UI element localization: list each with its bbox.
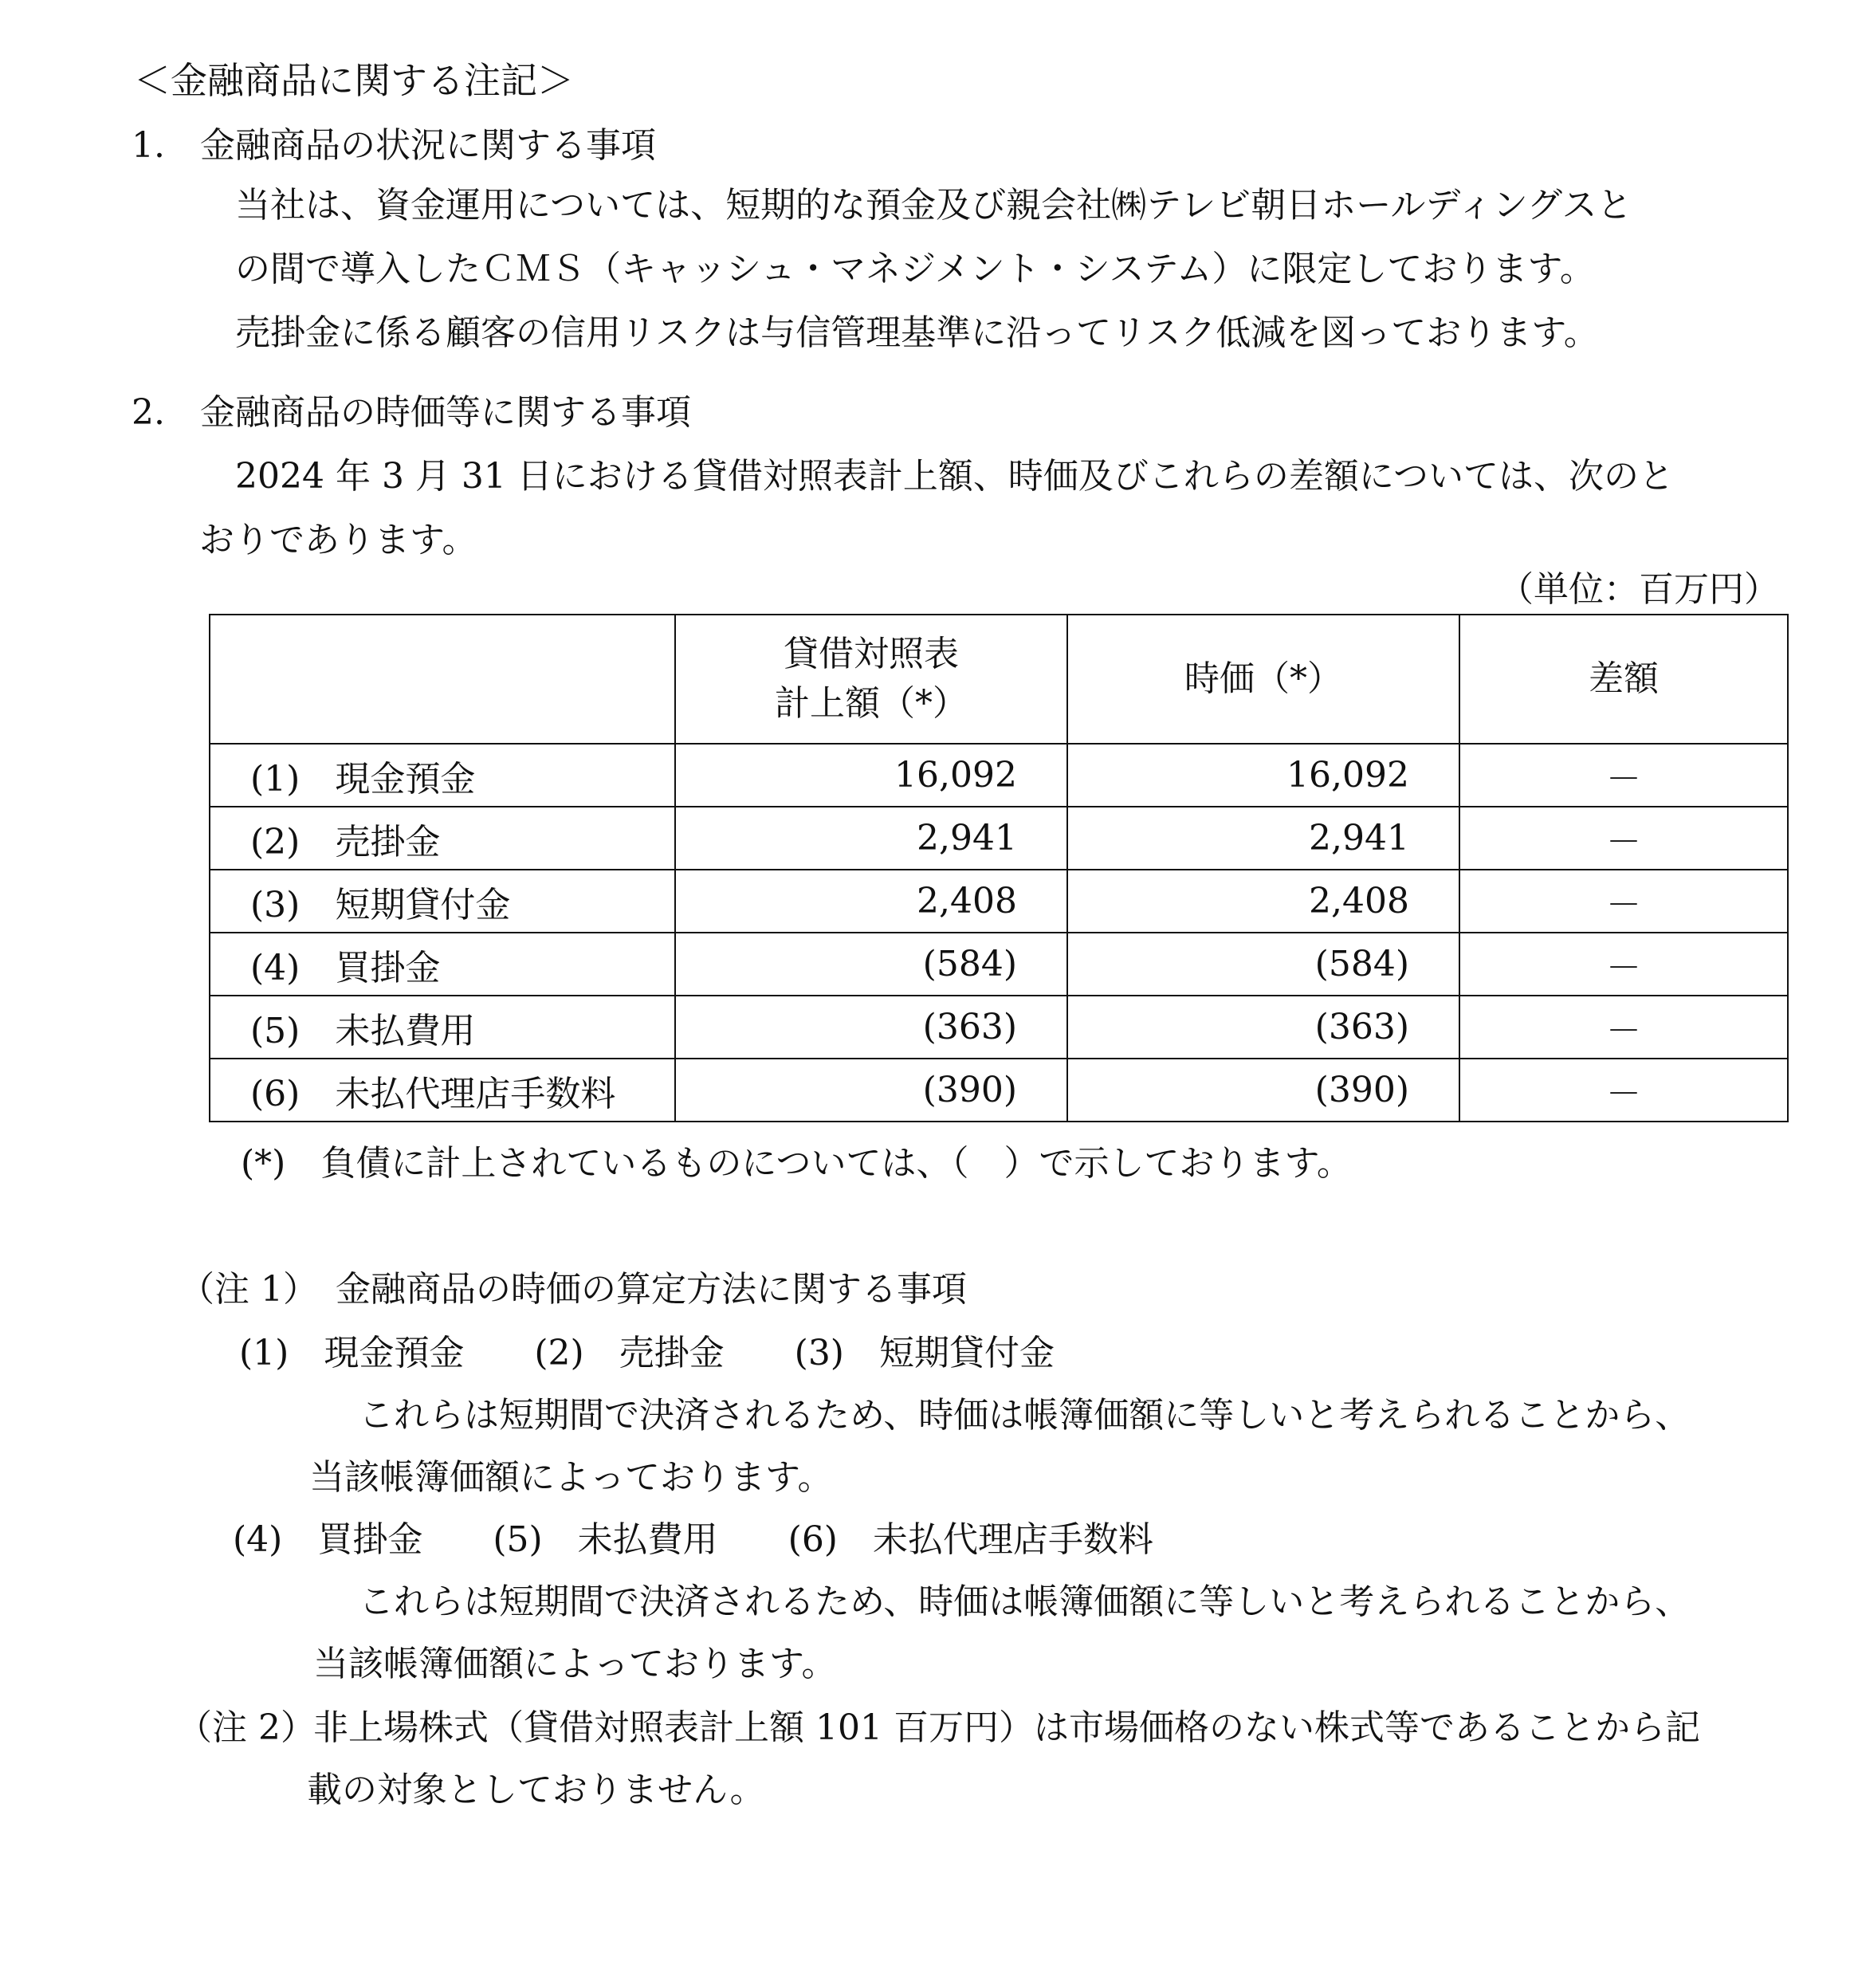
- row-name: (6) 未払代理店手数料: [210, 1059, 675, 1122]
- row-book-value: 2,408: [675, 870, 1067, 933]
- note1-group2-items: (4) 買掛金 (5) 未払費用 (6) 未払代理店手数料: [233, 1519, 1153, 1560]
- table-row: [210, 996, 1788, 1059]
- note1-heading: （注 1） 金融商品の時価の算定方法に関する事項: [179, 1269, 967, 1310]
- table-row: [210, 1059, 1788, 1122]
- row-difference: －: [1459, 744, 1788, 807]
- row-fair-value: 2,941: [1067, 807, 1459, 870]
- row-fair-value: 16,092: [1067, 744, 1459, 807]
- table-row: [210, 870, 1788, 933]
- section2-heading: 2. 金融商品の時価等に関する事項: [132, 392, 691, 433]
- row-book-value: 2,941: [675, 807, 1067, 870]
- table-row: [210, 807, 1788, 870]
- header-difference: 差額: [1459, 615, 1788, 744]
- section1-line-2: の間で導入したＣＭＳ（キャッシュ・マネジメント・システム）に限定しております。: [235, 249, 1595, 289]
- row-book-value: 16,092: [675, 744, 1067, 807]
- note2-label: （注 2）: [177, 1707, 316, 1748]
- section2-line-1: 2024 年 3 月 31 日における貸借対照表計上額、時価及びこれらの差額については、次のと: [235, 456, 1675, 497]
- section1-line-3: 売掛金に係る顧客の信用リスクは与信管理基準に沿ってリスク低減を図っております。: [235, 312, 1599, 353]
- row-difference: －: [1459, 870, 1788, 933]
- row-difference: －: [1459, 1059, 1788, 1122]
- note1-group1-line-1: これらは短期間で決済されるため、時価は帳簿価額に等しいと考えられることから、: [359, 1395, 1691, 1436]
- header-book-value-line2: 計上額（*）: [775, 683, 968, 724]
- row-name: (3) 短期貸付金: [210, 870, 675, 933]
- section1-heading: 1. 金融商品の状況に関する事項: [132, 125, 656, 166]
- row-book-value: (363): [675, 996, 1067, 1059]
- row-fair-value: (390): [1067, 1059, 1459, 1122]
- table-row: [210, 933, 1788, 996]
- section2-line-2: おりであります。: [199, 520, 477, 560]
- financial-table: [209, 614, 1789, 1122]
- row-fair-value: (363): [1067, 996, 1459, 1059]
- note2-line-2: 載の対象としておりません。: [307, 1770, 765, 1810]
- row-name: (4) 買掛金: [210, 933, 675, 996]
- table-footnote: (*) 負債に計上されているものについては、（ ）で示しております。: [241, 1143, 1352, 1184]
- row-difference: －: [1459, 996, 1788, 1059]
- row-book-value: (584): [675, 933, 1067, 996]
- page-title: ＜金融商品に関する注記＞: [134, 59, 574, 102]
- header-book-value-line1: 貸借対照表: [784, 634, 959, 674]
- header-book-value: [675, 615, 1067, 744]
- note1-group2-line-1: これらは短期間で決済されるため、時価は帳簿価額に等しいと考えられることから、: [359, 1581, 1691, 1622]
- table-header-row: [210, 615, 1788, 744]
- table-row: [210, 744, 1788, 807]
- row-difference: －: [1459, 933, 1788, 996]
- row-name: (1) 現金預金: [210, 744, 675, 807]
- note1-group2-line-2: 当該帳簿価額によっております。: [313, 1644, 837, 1684]
- note2-line-1: 非上場株式（貸借対照表計上額 101 百万円）は市場価格のない株式等であることから記: [313, 1707, 1700, 1748]
- row-difference: －: [1459, 807, 1788, 870]
- unit-label: （単位：百万円）: [1499, 569, 1779, 610]
- header-fair-value: 時価（*）: [1067, 615, 1459, 744]
- row-fair-value: 2,408: [1067, 870, 1459, 933]
- row-fair-value: (584): [1067, 933, 1459, 996]
- note1-group1-items: (1) 現金預金 (2) 売掛金 (3) 短期貸付金: [239, 1333, 1055, 1373]
- note1-group1-line-2: 当該帳簿価額によっております。: [309, 1457, 833, 1498]
- row-name: (5) 未払費用: [210, 996, 675, 1059]
- row-name: (2) 売掛金: [210, 807, 675, 870]
- header-item: [210, 615, 675, 744]
- row-book-value: (390): [675, 1059, 1067, 1122]
- section1-line-1: 当社は、資金運用については、短期的な預金及び親会社㈱テレビ朝日ホールディングスと: [235, 185, 1632, 226]
